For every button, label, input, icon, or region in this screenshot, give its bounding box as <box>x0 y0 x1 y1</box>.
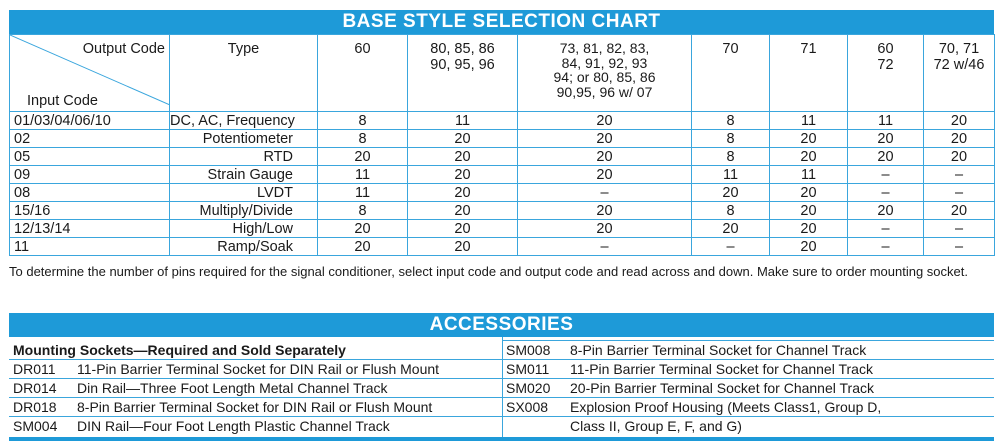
type-cell: High/Low <box>170 220 318 238</box>
pin-count-cell: 11 <box>770 112 848 130</box>
table-row <box>10 112 995 130</box>
output-code-header <box>848 35 924 112</box>
accessory-item <box>502 398 994 416</box>
input-code-label: Input Code <box>27 93 98 109</box>
accessory-item <box>9 417 502 435</box>
accessory-item <box>9 379 502 397</box>
pin-count-cell: 20 <box>692 184 770 202</box>
accessory-separator <box>9 359 502 360</box>
output-code-line: 84, 91, 92, 93 <box>561 54 648 71</box>
pin-count-cell: 20 <box>408 220 518 238</box>
pin-count-cell: – <box>848 238 924 256</box>
output-code-line: 60 <box>354 41 371 57</box>
accessory-separator <box>502 416 994 417</box>
input-code-cell: 08 <box>10 184 170 202</box>
output-code-line: 70, 71 <box>938 41 980 57</box>
accessories-banner <box>9 313 994 337</box>
output-code-header <box>318 35 408 112</box>
type-cell: Multiply/Divide <box>170 202 318 220</box>
accessory-description: Explosion Proof Housing (Meets Class1, Group D, <box>570 399 882 415</box>
accessory-code: DR018 <box>13 399 57 415</box>
accessory-description: 8-Pin Barrier Terminal Socket for DIN Rail or Flush Mount <box>77 399 433 415</box>
header-row <box>10 35 995 112</box>
pin-count-cell: 20 <box>848 202 924 220</box>
type-cell: DC, AC, Frequency <box>170 112 318 130</box>
accessory-item <box>502 417 994 435</box>
pin-count-cell: 8 <box>692 130 770 148</box>
type-cell: Strain Gauge <box>170 166 318 184</box>
pin-count-cell: 11 <box>318 184 408 202</box>
pin-count-cell: 20 <box>408 238 518 256</box>
type-cell: RTD <box>170 148 318 166</box>
pin-count-cell: 20 <box>770 202 848 220</box>
input-code-cell: 01/03/04/06/10 <box>10 112 170 130</box>
pin-count-cell: 20 <box>924 148 995 166</box>
pin-count-cell: 11 <box>408 112 518 130</box>
table-row <box>10 130 995 148</box>
input-code-cell: 02 <box>10 130 170 148</box>
accessory-separator <box>9 397 502 398</box>
pin-count-cell: – <box>518 238 692 256</box>
pin-count-cell: 8 <box>318 112 408 130</box>
chart-title-banner <box>9 10 994 34</box>
output-code-header <box>770 35 848 112</box>
base-style-table <box>9 34 995 256</box>
pin-count-cell: 20 <box>518 202 692 220</box>
pin-count-cell: 20 <box>518 112 692 130</box>
pin-count-cell: 8 <box>318 202 408 220</box>
pin-count-cell: – <box>924 220 995 238</box>
output-code-header <box>692 35 770 112</box>
accessory-item <box>502 379 994 397</box>
input-code-cell: 12/13/14 <box>10 220 170 238</box>
output-code-header <box>408 35 518 112</box>
input-code-cell: 15/16 <box>10 202 170 220</box>
accessory-separator <box>502 359 994 360</box>
pin-count-cell: 20 <box>848 130 924 148</box>
pin-count-cell: 20 <box>924 202 995 220</box>
type-header: Type <box>170 35 318 112</box>
bottom-rule <box>9 437 994 441</box>
accessory-code: SM020 <box>506 380 551 396</box>
output-code-line: 71 <box>800 41 817 57</box>
type-cell: LVDT <box>170 184 318 202</box>
pin-count-cell: 20 <box>408 166 518 184</box>
accessory-separator <box>502 378 994 379</box>
pin-count-cell: 11 <box>848 112 924 130</box>
accessories-right-list <box>502 338 994 436</box>
pin-count-cell: 20 <box>770 184 848 202</box>
pin-count-cell: – <box>848 166 924 184</box>
accessory-separator <box>9 416 502 417</box>
accessory-description: 11-Pin Barrier Terminal Socket for Channel Track <box>570 361 873 377</box>
pin-count-cell: 20 <box>848 148 924 166</box>
accessory-description: Class II, Group E, F, and G) <box>570 418 742 434</box>
pin-count-cell: 11 <box>692 166 770 184</box>
pin-count-cell: – <box>848 184 924 202</box>
accessory-separator <box>502 397 994 398</box>
pin-count-cell: 20 <box>518 220 692 238</box>
pin-count-cell: 8 <box>692 112 770 130</box>
accessory-description: DIN Rail—Four Foot Length Plastic Channel Track <box>77 418 390 434</box>
output-code-header <box>518 35 692 112</box>
corner-cell <box>10 35 170 112</box>
table-row <box>10 238 995 256</box>
pin-count-cell: 20 <box>770 238 848 256</box>
accessory-item <box>9 398 502 416</box>
pin-count-cell: 20 <box>518 148 692 166</box>
accessory-code: SM011 <box>506 361 550 377</box>
pin-count-cell: 20 <box>692 220 770 238</box>
pin-count-cell: 20 <box>924 112 995 130</box>
pin-count-cell: 8 <box>318 130 408 148</box>
pin-count-cell: 20 <box>408 130 518 148</box>
output-code-line: 94; or 80, 85, 86 <box>553 69 656 85</box>
output-code-line: 73, 81, 82, 83, <box>559 40 650 56</box>
output-code-line: 80, 85, 86 <box>430 41 495 57</box>
accessory-code: SM008 <box>506 342 551 358</box>
pin-count-cell: 20 <box>518 166 692 184</box>
output-code-line: 90, 95, 96 <box>430 57 495 73</box>
table-row <box>10 220 995 238</box>
accessory-separator <box>9 378 502 379</box>
pin-count-cell: 8 <box>692 202 770 220</box>
output-code-line: 70 <box>722 41 739 57</box>
accessory-code: SM004 <box>13 418 58 434</box>
table-row <box>10 148 995 166</box>
pin-count-cell: 20 <box>408 184 518 202</box>
output-code-line: 72 <box>877 57 894 73</box>
pin-count-cell: 20 <box>318 220 408 238</box>
pin-count-cell: 20 <box>518 130 692 148</box>
pin-count-cell: 20 <box>770 130 848 148</box>
accessories-title: ACCESSORIES <box>429 314 574 335</box>
table-row <box>10 202 995 220</box>
type-cell: Potentiometer <box>170 130 318 148</box>
pin-count-cell: – <box>924 184 995 202</box>
pin-count-cell: – <box>692 238 770 256</box>
output-code-line: 90,95, 96 w/ 07 <box>556 83 653 100</box>
accessory-code: DR011 <box>13 361 56 377</box>
input-code-cell: 09 <box>10 166 170 184</box>
pin-count-cell: 20 <box>408 202 518 220</box>
accessory-code: DR014 <box>13 380 57 396</box>
output-code-label: Output Code <box>82 41 165 57</box>
accessory-description: Din Rail—Three Foot Length Metal Channel Track <box>77 380 388 396</box>
pin-count-cell: 20 <box>318 148 408 166</box>
accessory-item <box>502 341 994 359</box>
pin-count-cell: – <box>924 166 995 184</box>
pin-count-cell: – <box>848 220 924 238</box>
pin-count-cell: 20 <box>318 238 408 256</box>
accessory-item <box>9 360 502 378</box>
input-code-cell: 05 <box>10 148 170 166</box>
mounting-sockets-heading: Mounting Sockets—Required and Sold Separately <box>13 342 346 358</box>
accessory-separator <box>502 340 994 341</box>
input-code-cell: 11 <box>10 238 170 256</box>
pin-count-cell: 20 <box>924 130 995 148</box>
output-code-header <box>924 35 995 112</box>
accessory-item <box>502 360 994 378</box>
table-row <box>10 184 995 202</box>
chart-title: BASE STYLE SELECTION CHART <box>342 11 661 32</box>
output-code-line: 60 <box>877 41 894 57</box>
table-row <box>10 166 995 184</box>
accessory-description: 20-Pin Barrier Terminal Socket for Channel Track <box>570 380 874 396</box>
accessory-description: 8-Pin Barrier Terminal Socket for Channel Track <box>570 342 867 358</box>
accessory-code: SX008 <box>506 399 549 415</box>
pin-count-cell: 20 <box>770 148 848 166</box>
pin-count-cell: 8 <box>692 148 770 166</box>
pin-count-cell: – <box>924 238 995 256</box>
pin-count-cell: 20 <box>408 148 518 166</box>
type-cell: Ramp/Soak <box>170 238 318 256</box>
accessory-description: 11-Pin Barrier Terminal Socket for DIN Rail or Flush Mount <box>77 361 440 377</box>
pin-count-cell: 11 <box>318 166 408 184</box>
instruction-note: To determine the number of pins required for the signal conditioner, select input code and output code and read across and down. Make sure to order mounting socket. <box>9 264 968 279</box>
pin-count-cell: 20 <box>770 220 848 238</box>
pin-count-cell: – <box>518 184 692 202</box>
pin-count-cell: 11 <box>770 166 848 184</box>
accessories-left-list <box>9 338 502 436</box>
output-code-line: 72 w/46 <box>933 57 985 73</box>
